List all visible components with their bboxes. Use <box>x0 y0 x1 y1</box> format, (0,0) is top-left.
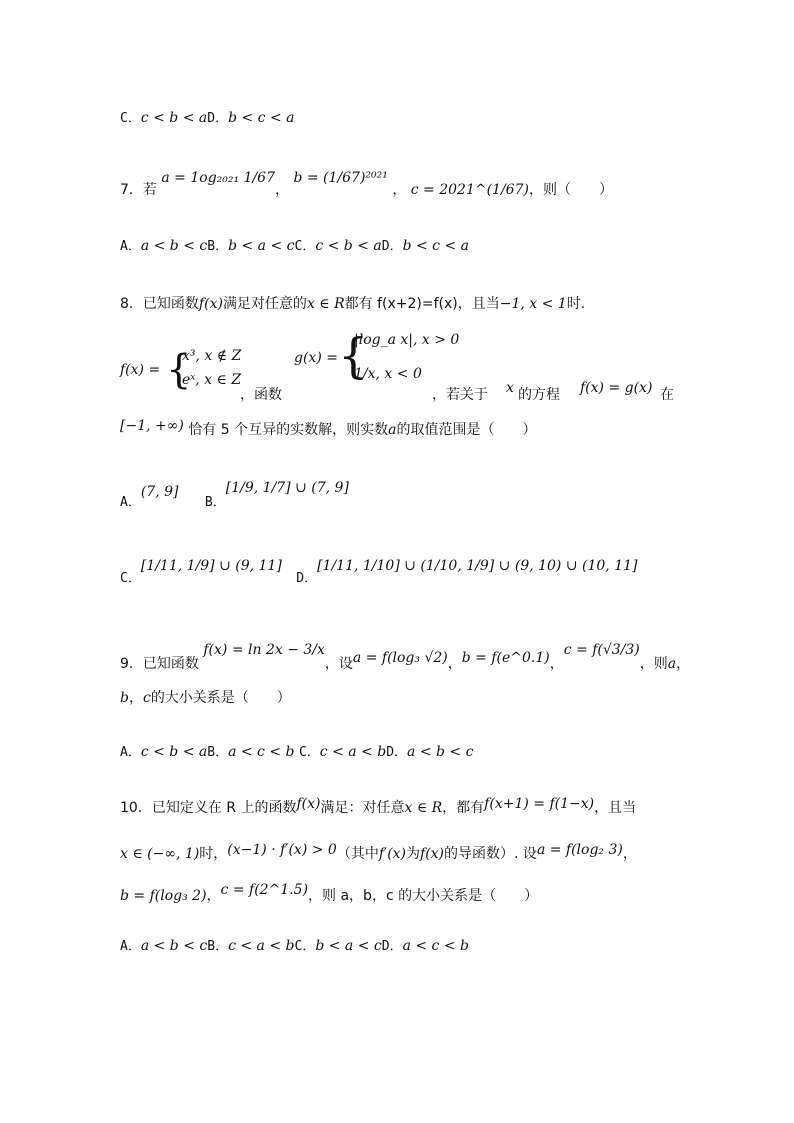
q7-sep-2: ， <box>392 182 407 198</box>
q7-option-b-expr: b < a < c <box>228 238 295 254</box>
q7-number: 7．若 <box>120 182 157 198</box>
q9-option-b-label: B． <box>207 745 229 760</box>
q9-a-var: a <box>667 656 677 672</box>
q10-line-3 <box>120 882 539 906</box>
q9-tail-1: ，则 <box>639 656 668 672</box>
q9-b-var: b <box>120 690 129 706</box>
q10-option-a-label: A． <box>120 939 141 954</box>
q8-g-case-1: |log_a x|, x > 0 <box>354 332 460 348</box>
q8-fx: f(x) <box>198 296 223 312</box>
q8-comma-fn: ，函数 <box>240 387 282 403</box>
q8-option-d-expr: [1/11, 1/10] ∪ (1/10, 1/9] ∪ (9, 10) ∪ (10, 11] <box>317 558 638 574</box>
q8-f-def-left: f(x) = <box>120 362 161 378</box>
q9-set: ，设 <box>324 656 353 672</box>
q9-line-2 <box>120 688 291 708</box>
q7-option-c-expr: c < b < a <box>315 238 382 254</box>
q7-c-expr: c = 2021^(1/67) <box>410 182 529 198</box>
q10-fx-2: f(x) <box>420 846 445 862</box>
q8-option-c-label: C． <box>120 571 141 586</box>
q7-option-d-expr: b < c < a <box>402 238 469 254</box>
q7-option-a-label: A． <box>120 239 141 254</box>
q7-option-c-label: C． <box>294 239 316 254</box>
q10-options <box>120 936 469 957</box>
q8-cond: −1, x < 1 <box>499 296 567 312</box>
q8-text-6: 的方程 <box>518 387 560 403</box>
q9-option-c-label: C． <box>298 745 320 760</box>
q8-option-c-expr: [1/11, 1/9] ∪ (9, 11] <box>140 558 282 574</box>
q9-number: 9．已知函数 <box>120 656 199 672</box>
q8-line-3 <box>120 420 536 440</box>
q9-comma-2: ， <box>549 656 564 672</box>
q7-option-b-label: B． <box>207 239 229 254</box>
q8-text-8: 恰有 5 个互异的实数解，则实数 <box>188 422 389 438</box>
q7-options <box>120 236 469 257</box>
q7-stem <box>120 170 613 200</box>
q10-fx: f(x) <box>296 796 321 812</box>
q7-sep-1: ， <box>275 182 289 198</box>
q8-eq: f(x) = g(x) <box>580 380 653 396</box>
q9-option-d-expr: a < b < c <box>407 744 474 760</box>
q8-options-row-2 <box>120 558 638 589</box>
q8-option-b-expr: [1/9, 1/7] ∪ (7, 9] <box>225 480 349 496</box>
q6-options <box>120 108 295 129</box>
q9-tail-2: 的大小关系是（ ） <box>150 690 291 706</box>
q10-b-expr: b = f(log₃ 2) <box>120 888 207 904</box>
q8-text-1: 8．已知函数 <box>120 296 199 312</box>
q9-line-1 <box>120 642 691 674</box>
q8-g-def-left: g(x) = <box>294 350 338 366</box>
q9-fx-def: f(x) = ln 2x − 3/x <box>203 642 325 658</box>
q8-x-in-r: x ∈ R <box>306 296 345 312</box>
q10-option-a-expr: a < b < c <box>140 938 208 954</box>
q8-text-9: 的取值范围是（ ） <box>396 422 537 438</box>
q8-option-b-label: B． <box>204 495 226 510</box>
q10-text-4: ，且当 <box>594 800 637 816</box>
q10-x-in-r: x ∈ R <box>404 800 443 816</box>
q10-line-2 <box>120 844 637 864</box>
q10-option-c-expr: b < a < c <box>315 938 382 954</box>
q10-text-6: （其中 <box>336 846 379 862</box>
q6-option-c-label: C． <box>120 111 141 126</box>
q10-line-1 <box>120 798 636 818</box>
q8-x-var: x <box>506 380 514 396</box>
q9-option-b-expr: a < c < b <box>228 744 295 760</box>
q10-c-expr: c = f(2^1.5) <box>220 882 309 898</box>
q9-c-expr: c = f(√3/3) <box>563 642 640 658</box>
q9-b-expr: b = f(e^0.1) <box>461 650 550 666</box>
q8-text-7: 在 <box>660 387 674 403</box>
q9-a-expr: a = f(log₃ √2) <box>352 650 448 666</box>
q9-option-d-label: D． <box>386 745 408 760</box>
q8-option-a-expr: (7, 9] <box>140 484 179 500</box>
q10-comma-1: ， <box>622 846 637 862</box>
q8-f-case-2: eˣ, x ∈ Z <box>182 372 242 388</box>
q8-text-5: ，若关于 <box>432 387 488 403</box>
q6-option-d-label: D． <box>207 111 229 126</box>
q8-text-3: 都有 f(x+2)=f(x)，且当 <box>344 296 500 312</box>
q10-text-1: 10．已知定义在 R 上的函数 <box>120 800 297 816</box>
q8-option-d-label: D． <box>296 571 318 586</box>
q8-options-row-1 <box>120 480 349 513</box>
q7-option-d-label: D． <box>381 239 403 254</box>
q7-b-expr: b = (1/67)²⁰²¹ <box>293 170 388 186</box>
q10-text-5: 时， <box>199 846 228 862</box>
q9-options <box>120 742 473 763</box>
q6-option-d-expr: b < c < a <box>228 110 295 126</box>
q8-f-case-1: x³, x ∉ Z <box>182 348 242 364</box>
q10-option-d-expr: a < c < b <box>402 938 469 954</box>
q10-text-7: 为 <box>406 846 421 862</box>
q8-interval: [−1, +∞) <box>120 418 184 434</box>
q10-text-2: 满足：对任意 <box>320 800 405 816</box>
q10-option-d-label: D． <box>381 939 403 954</box>
q8-g-case-2: 1/x, x < 0 <box>354 366 422 382</box>
q8-text-2: 满足对任意的 <box>222 296 307 312</box>
q9-comma-1: ， <box>447 656 462 672</box>
q10-text-8: 的导函数）. 设 <box>444 846 537 862</box>
q9-comma-3: ， <box>676 656 691 672</box>
q10-sym: f(x+1) = f(1−x) <box>484 796 595 812</box>
q8-option-a-label: A． <box>120 495 141 510</box>
q10-comma-2: ， <box>206 888 221 904</box>
q10-option-c-label: C． <box>294 939 316 954</box>
q7-a-expr: a = 1og₂₀₂₁ 1/67 <box>161 170 275 186</box>
q9-c-var: c <box>142 690 151 706</box>
q10-option-b-expr: c < a < b <box>228 938 295 954</box>
q9-option-a-label: A． <box>120 745 141 760</box>
q10-dom: x ∈ (−∞, 1) <box>120 846 200 862</box>
q8-line-2 <box>120 328 680 403</box>
q9-option-a-expr: c < b < a <box>140 744 208 760</box>
q10-text-3: ，都有 <box>442 800 485 816</box>
q10-a-expr: a = f(log₂ 3) <box>536 842 623 858</box>
q8-text-4: 时. <box>566 296 586 312</box>
q10-ineq: (x−1) · f′(x) > 0 <box>227 842 337 858</box>
q10-option-b-label: B． <box>207 939 229 954</box>
q7-tail: ，则（ ） <box>528 182 613 198</box>
q6-option-c-expr: c < b < a <box>140 110 208 126</box>
q8-g-brace: { <box>338 328 369 384</box>
q9-option-c-expr: c < a < b <box>319 744 387 760</box>
q8-line-1 <box>120 294 585 314</box>
q10-fprime: f′(x) <box>378 846 407 862</box>
q8-f-brace: { <box>166 347 192 393</box>
q9-comma-4: ， <box>128 690 143 706</box>
q7-option-a-expr: a < b < c <box>140 238 208 254</box>
q10-text-9: ，则 a，b，c 的大小关系是（ ） <box>308 888 539 904</box>
q8-a-var: a <box>388 422 397 438</box>
